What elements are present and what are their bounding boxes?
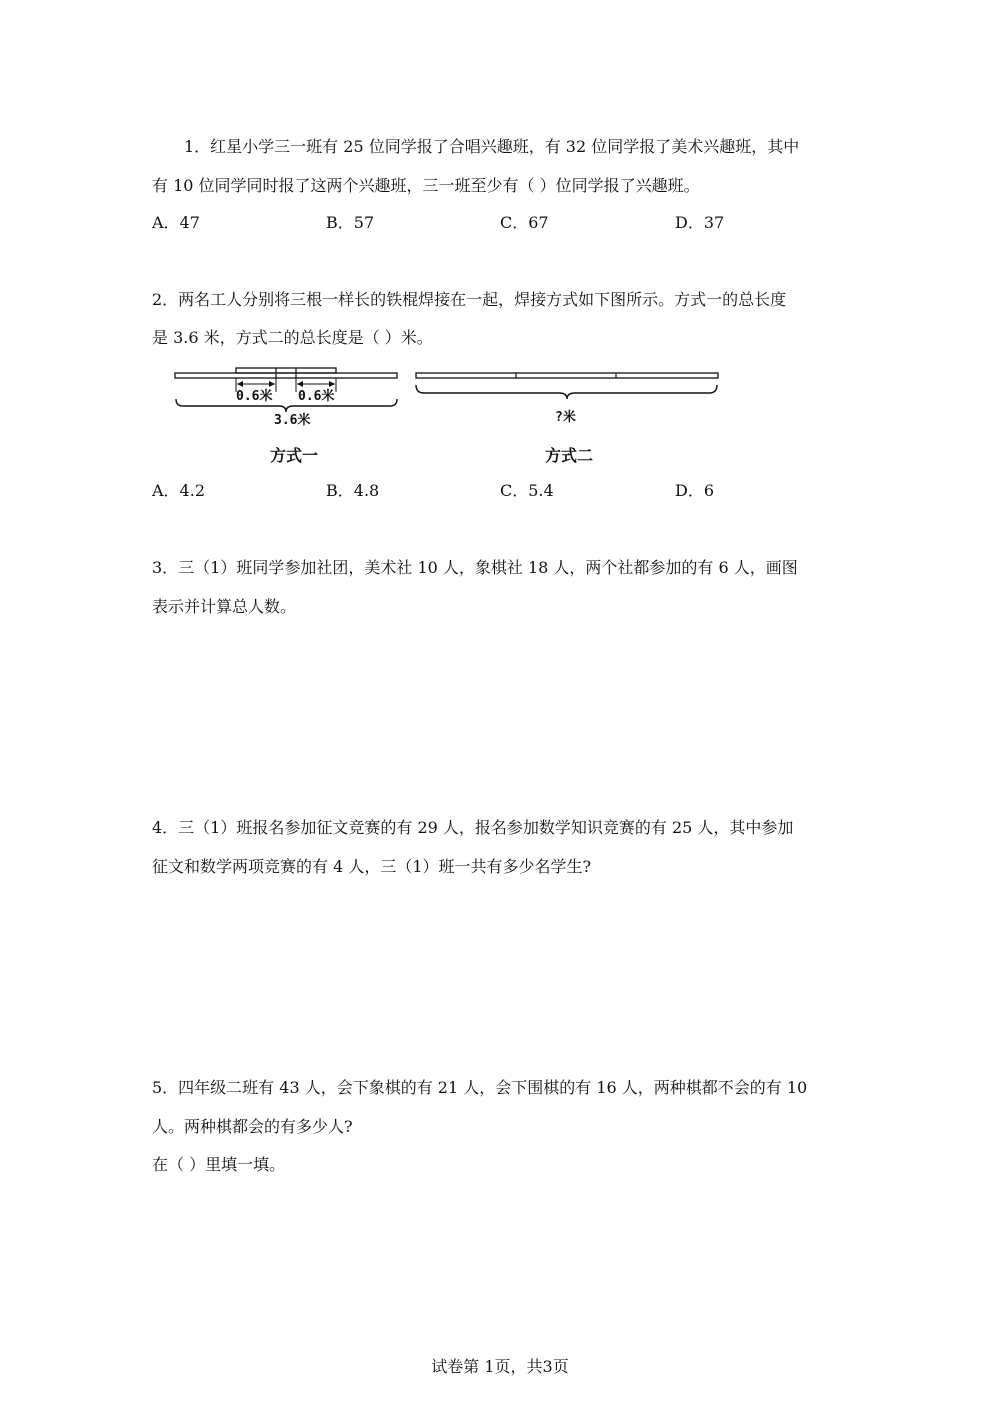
- question-1-option-d[interactable]: D．37: [675, 213, 725, 232]
- method-1-brace: [176, 399, 397, 412]
- overlap-label-1: 0.6米: [236, 389, 273, 404]
- question-2-line-1: 2．两名工人分别将三根一样长的铁棍焊接在一起，焊接方式如下图所示。方式一的总长度: [152, 290, 787, 309]
- page-footer: 试卷第 1页，共3页: [431, 1357, 569, 1376]
- method-2-brace: [416, 385, 717, 399]
- question-4-line-1: 4．三（1）班报名参加征文竞赛的有 29 人，报名参加数学知识竞赛的有 25 人，其中参加: [152, 818, 794, 837]
- question-5-line-2: 人。两种棋都会的有多少人?: [152, 1117, 353, 1136]
- question-5-line-3: 在（ ）里填一填。: [152, 1155, 286, 1174]
- question-1-option-c[interactable]: C．67: [500, 213, 549, 232]
- caption-method-2: 方式二: [545, 446, 594, 465]
- method-1-rods: [175, 368, 397, 378]
- question-2-option-a[interactable]: A．4.2: [152, 481, 206, 500]
- question-2-option-c[interactable]: C．5.4: [500, 481, 554, 500]
- question-3-line-2: 表示并计算总人数。: [152, 597, 297, 616]
- question-2-option-b[interactable]: B．4.8: [326, 481, 380, 500]
- question-1-line-1: 1．红星小学三一班有 25 位同学报了合唱兴趣班，有 32 位同学报了美术兴趣班，其中: [184, 137, 800, 156]
- caption-method-1: 方式一: [270, 446, 319, 465]
- total-label-2: ?米: [555, 410, 576, 425]
- question-5-line-1: 5．四年级二班有 43 人，会下象棋的有 21 人，会下围棋的有 16 人，两种棋都不会的有 10: [152, 1078, 808, 1097]
- total-label-1: 3.6米: [274, 413, 311, 428]
- question-3-line-1: 3．三（1）班同学参加社团，美术社 10 人，象棋社 18 人，两个社都参加的有 6 人，画图: [152, 558, 798, 577]
- question-4-line-2: 征文和数学两项竞赛的有 4 人，三（1）班一共有多少名学生?: [152, 857, 592, 876]
- question-1-option-a[interactable]: A．47: [152, 213, 200, 232]
- overlap-label-2: 0.6米: [298, 389, 335, 404]
- question-2-line-2: 是 3.6 米，方式二的总长度是（ ）米。: [152, 328, 433, 347]
- question-1-option-b[interactable]: B．57: [326, 213, 375, 232]
- welding-figure: [0, 0, 1000, 480]
- question-2-option-d[interactable]: D．6: [675, 481, 715, 500]
- question-1-line-2: 有 10 位同学同时报了这两个兴趣班，三一班至少有（ ）位同学报了兴趣班。: [152, 176, 700, 195]
- method-2-rods: [416, 373, 718, 378]
